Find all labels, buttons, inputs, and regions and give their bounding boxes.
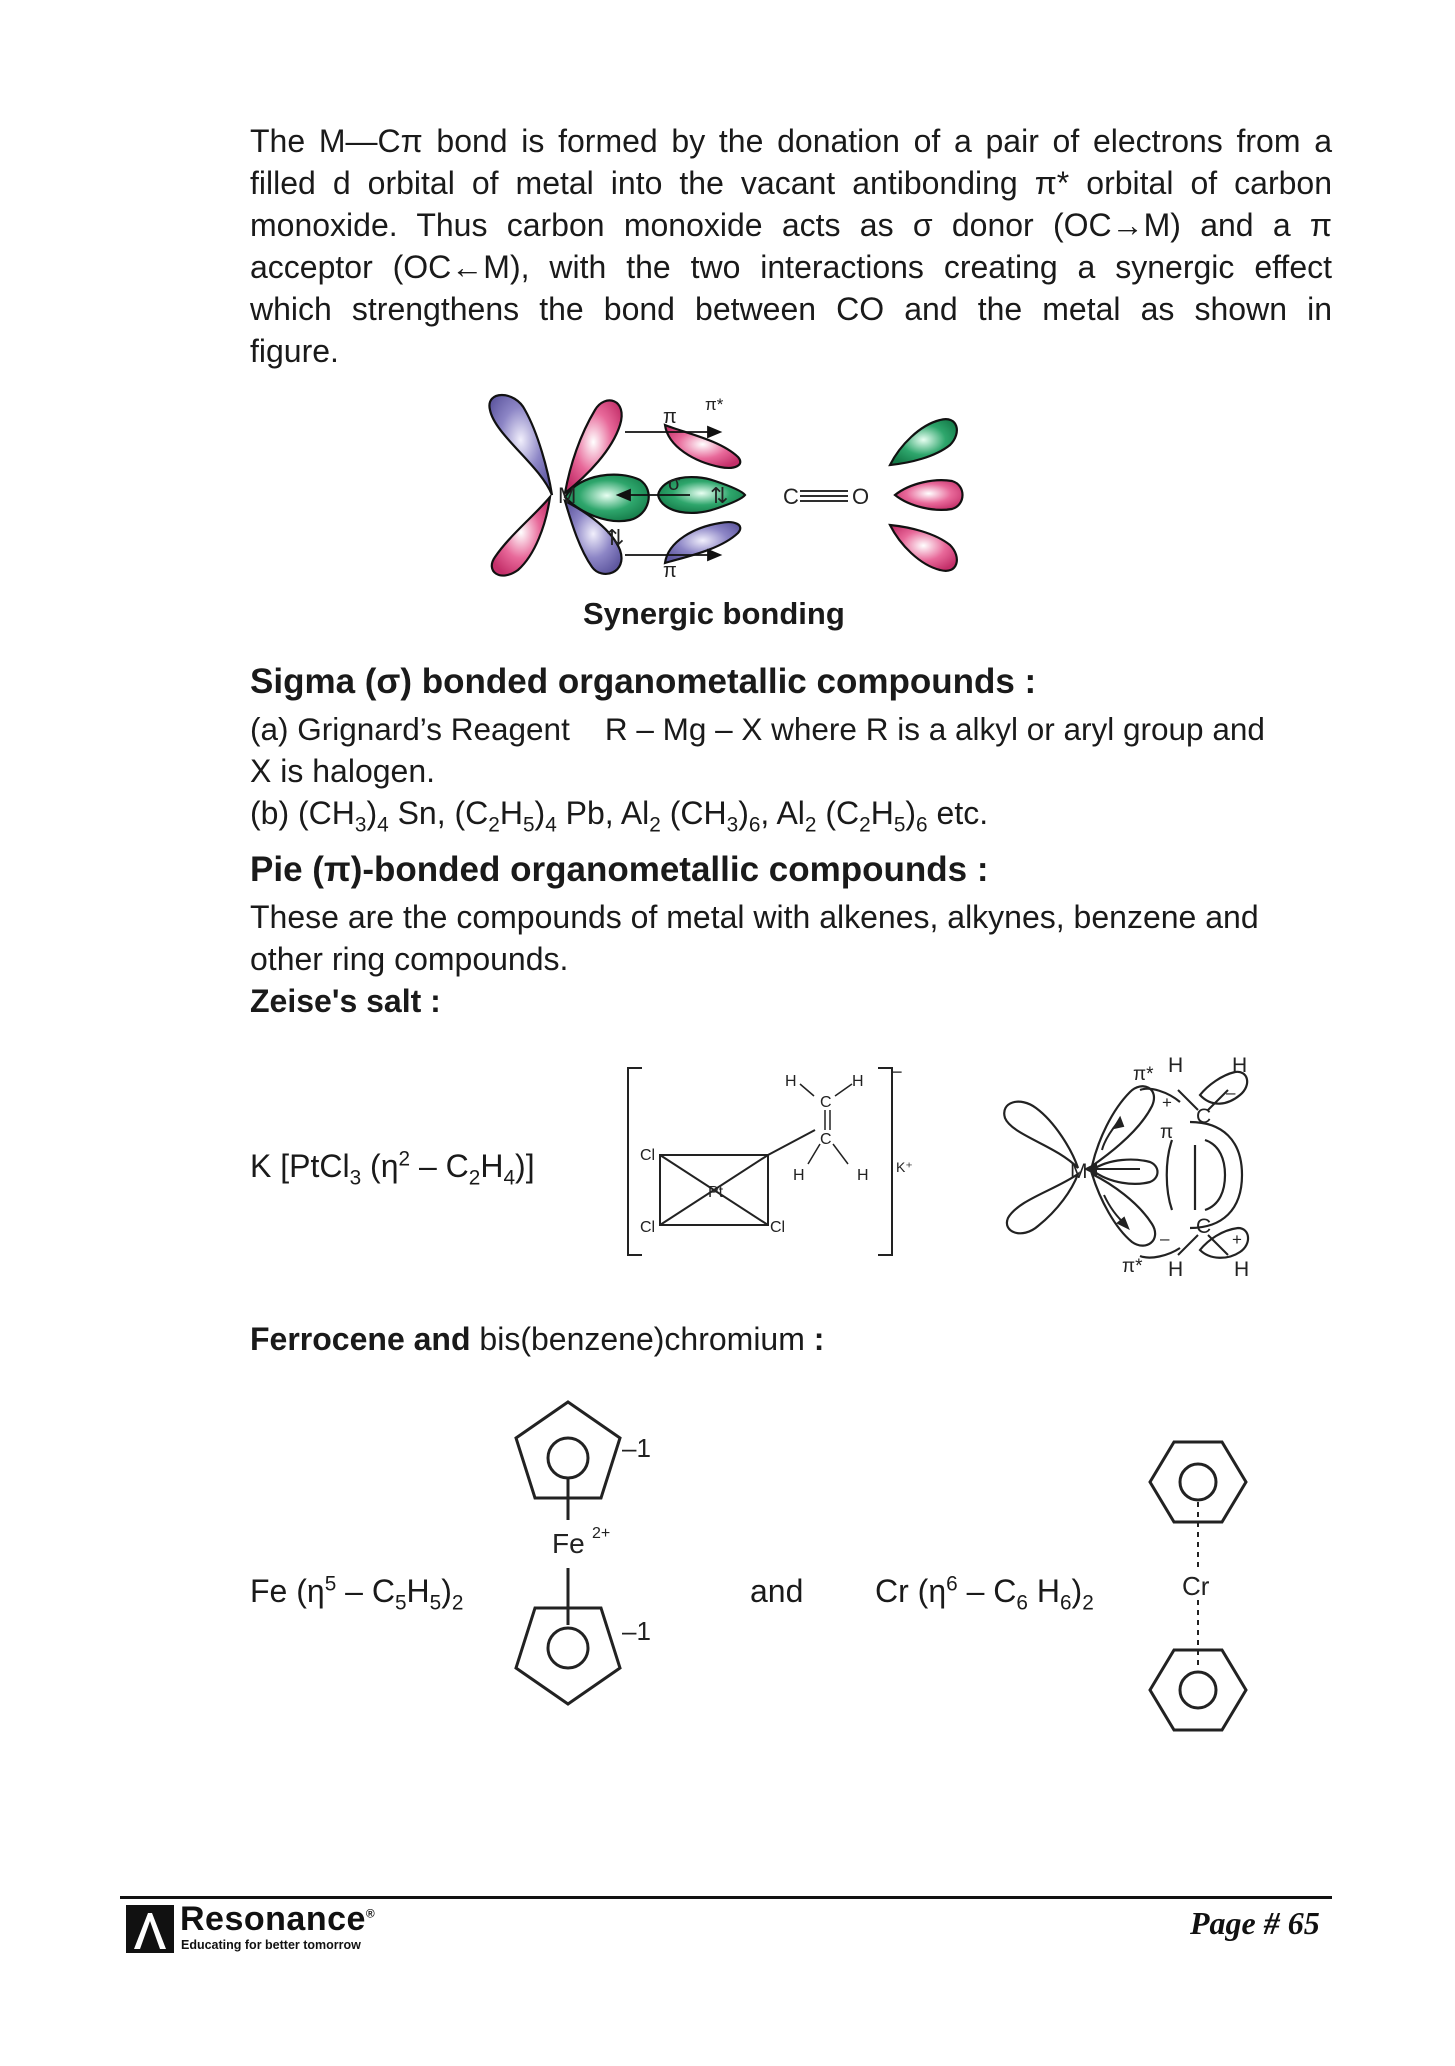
ferrocene-formula: Fe $(\eta^5 - C_5H_5)_2$ bbox=[250, 1572, 464, 1615]
pi-label-top: π bbox=[663, 406, 677, 428]
intro-line-1: The M—Cπ bond is formed by the donation of a pair of electrons from a bbox=[250, 123, 1332, 159]
c-label: C bbox=[1196, 1215, 1212, 1238]
c-label: C bbox=[820, 1131, 832, 1148]
metal-orbital-lobe bbox=[492, 497, 550, 576]
electron-pair-co: ⇅ bbox=[710, 483, 729, 508]
ring-charge-top: –1 bbox=[622, 1433, 651, 1463]
cl-label: Cl bbox=[640, 1147, 656, 1164]
sigma-line-b: (b) $(CH_3)_4$ Sn, $(C_2H_5)_4$ Pb, $Al_2$ $(CH_3)_6$, $Al_2$ $(C_2H_5)_6$ etc. bbox=[250, 795, 989, 837]
bis-benzene-chromium-formula: Cr ($\eta^6 - C_6$ $H_6)_2$ bbox=[875, 1572, 1094, 1615]
sigma-line-a1: (a) Grignard’s Reagent R – Mg – X where R is a alkyl or aryl group and bbox=[250, 711, 1265, 747]
h-label: H bbox=[1168, 1054, 1184, 1077]
synergic-bonding-figure bbox=[480, 385, 980, 585]
footer-rule bbox=[120, 1896, 1332, 1899]
synergic-caption: Synergic bonding bbox=[583, 596, 845, 631]
intro-line-6: figure. bbox=[250, 333, 339, 369]
h-label: H bbox=[852, 1073, 864, 1090]
plus-sign: + bbox=[1232, 1230, 1242, 1249]
metal-label: M bbox=[1070, 1160, 1088, 1183]
zeise-heading: Zeise's salt : bbox=[250, 983, 441, 1019]
minus-sign: – bbox=[1160, 1229, 1170, 1248]
pi-line-1: These are the compounds of metal with alkenes, alkynes, benzene and bbox=[250, 899, 1259, 935]
fe-label: Fe bbox=[552, 1528, 585, 1559]
anion-charge: − bbox=[892, 1062, 903, 1082]
c-label: C bbox=[820, 1094, 832, 1111]
oxygen-orbital-lobe bbox=[890, 525, 957, 571]
sigma-heading: Sigma (σ) bonded organometallic compounds : bbox=[250, 662, 1037, 701]
fe-charge: 2+ bbox=[592, 1525, 611, 1542]
zeise-orbital-diagram bbox=[1000, 1050, 1300, 1280]
page-number: Page # 65 bbox=[1190, 1905, 1320, 1941]
co-orbital-lobe bbox=[665, 522, 740, 563]
h-label: H bbox=[785, 1073, 797, 1090]
sigma-line-a2: X is halogen. bbox=[250, 753, 436, 789]
h-label: H bbox=[857, 1167, 869, 1184]
oxygen-orbital-lobe bbox=[890, 419, 957, 465]
pi-star-label: π* bbox=[1133, 1064, 1154, 1085]
metal-orbital-lobe bbox=[489, 395, 552, 495]
footer-tagline: Educating for better tomorrow bbox=[181, 1938, 361, 1952]
cr-label: Cr bbox=[1182, 1571, 1210, 1601]
pi-label-bottom: π bbox=[663, 560, 677, 582]
h-label: H bbox=[793, 1167, 805, 1184]
intro-line-2: filled d orbital of metal into the vacant antibonding π* orbital of carbon bbox=[250, 165, 1332, 201]
pi-heading: Pie (π)-bonded organometallic compounds : bbox=[250, 850, 989, 889]
pi-label: π bbox=[1160, 1122, 1174, 1143]
sigma-label: σ bbox=[668, 473, 681, 495]
c-label: C bbox=[1196, 1105, 1212, 1128]
pi-line-2: other ring compounds. bbox=[250, 941, 569, 977]
h-label: H bbox=[1234, 1258, 1250, 1280]
intro-line-5: which strengthens the bond between CO and the metal as shown in bbox=[250, 291, 1332, 327]
pi-star-label: π* bbox=[1122, 1256, 1143, 1277]
zeise-formula: K [PtCl$_3$ $(\eta^2 - C_2H_4)$] bbox=[250, 1147, 535, 1190]
h-label: H bbox=[1168, 1258, 1184, 1280]
h-label: H bbox=[1232, 1054, 1248, 1077]
bis-benzene-chromium-structure bbox=[1130, 1440, 1280, 1740]
oxygen-label: O bbox=[852, 484, 870, 509]
intro-paragraph bbox=[250, 120, 1332, 372]
ring-charge-bottom: –1 bbox=[622, 1616, 651, 1646]
metal-label: M bbox=[558, 483, 577, 508]
and-text: and bbox=[750, 1573, 804, 1609]
cl-label: Cl bbox=[770, 1219, 786, 1236]
pi-star-label: π* bbox=[705, 395, 724, 414]
oxygen-orbital-lobe bbox=[895, 480, 963, 510]
carbon-label: C bbox=[783, 484, 799, 509]
intro-line-3: monoxide. Thus carbon monoxide acts as σ donor (OC→M) and a π bbox=[250, 207, 1332, 243]
footer-brand: Resonance® bbox=[180, 1900, 376, 1938]
cl-label: Cl bbox=[640, 1219, 656, 1236]
pt-label: Pt bbox=[708, 1184, 724, 1201]
ferrocene-heading: Ferrocene and bis(benzene)chromium : bbox=[250, 1321, 825, 1357]
intro-line-4: acceptor (OC←M), with the two interactions creating a synergic effect bbox=[250, 249, 1332, 285]
electron-pair-metal: ⇅ bbox=[606, 525, 625, 550]
k-plus-label: K⁺ bbox=[896, 1159, 913, 1175]
resonance-logo-icon bbox=[126, 1905, 174, 1953]
minus-sign: – bbox=[1226, 1083, 1236, 1102]
plus-sign: + bbox=[1162, 1093, 1172, 1112]
zeise-structure bbox=[620, 1060, 930, 1260]
ferrocene-structure bbox=[500, 1390, 680, 1720]
